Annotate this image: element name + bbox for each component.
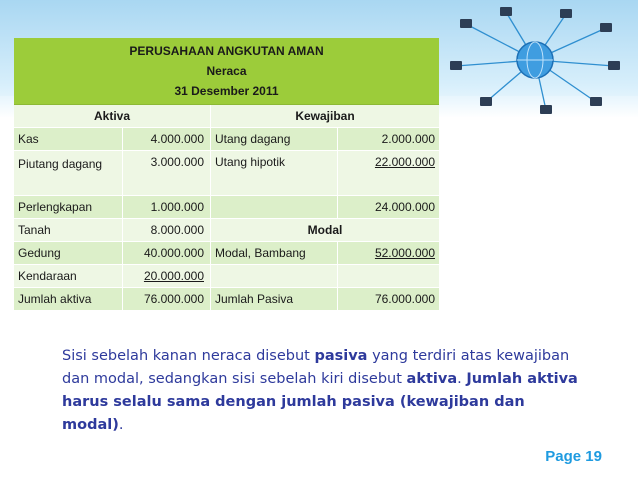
table-row xyxy=(14,128,439,151)
paragraph-bold: Jumlah aktiva harus selalu sama dengan jumlah pasiva (kewajiban dan modal) xyxy=(62,371,578,433)
statement-title: Neraca xyxy=(206,64,247,78)
row-label xyxy=(210,265,337,287)
column-header-row xyxy=(14,105,439,128)
row-value: 4.000.000 xyxy=(122,128,210,150)
globe-network-icon xyxy=(446,4,624,116)
kewajiban-header: Kewajiban xyxy=(210,105,439,127)
row-label: Jumlah aktiva xyxy=(18,292,92,306)
table-header xyxy=(14,38,439,105)
row-value: 22.000.000 xyxy=(337,151,439,195)
table-row xyxy=(14,265,439,288)
paragraph-text: yang terdiri atas kewajiban dan modal, sedangkan sisi sebelah kiri disebut xyxy=(62,348,570,387)
row-label: Piutang dagang xyxy=(18,157,103,171)
paragraph-bold: aktiva xyxy=(406,371,458,387)
row-value: 76.000.000 xyxy=(337,288,439,310)
paragraph-text: Sisi sebelah kanan neraca disebut xyxy=(62,348,315,364)
company-name: PERUSAHAAN ANGKUTAN AMAN xyxy=(129,44,324,58)
row-value: 40.000.000 xyxy=(122,242,210,264)
table-row xyxy=(14,242,439,265)
table-row xyxy=(14,219,439,242)
row-value: 2.000.000 xyxy=(337,128,439,150)
row-label: Kendaraan xyxy=(18,269,77,283)
paragraph-text: . xyxy=(118,417,124,433)
row-value: 1.000.000 xyxy=(122,196,210,218)
row-label: Gedung xyxy=(18,246,61,260)
table-row xyxy=(14,151,439,196)
row-value: 8.000.000 xyxy=(122,219,210,241)
row-value: 24.000.000 xyxy=(337,196,439,218)
row-label: Tanah xyxy=(18,223,51,237)
row-label: Utang hipotik xyxy=(210,151,337,195)
aktiva-header: Aktiva xyxy=(93,109,131,123)
row-value: 3.000.000 xyxy=(122,151,210,195)
explanation-paragraph xyxy=(62,345,582,437)
row-label: Modal, Bambang xyxy=(210,242,337,264)
row-value: 76.000.000 xyxy=(122,288,210,310)
row-value: 20.000.000 xyxy=(122,265,210,287)
row-label: Jumlah Pasiva xyxy=(210,288,337,310)
row-label: Utang dagang xyxy=(210,128,337,150)
page-number: Page 19 xyxy=(545,448,602,465)
row-value: 52.000.000 xyxy=(337,242,439,264)
modal-header: Modal xyxy=(210,219,439,241)
statement-date: 31 Desember 2011 xyxy=(174,84,279,98)
balance-sheet-table xyxy=(14,38,439,311)
paragraph-bold: pasiva xyxy=(314,348,368,364)
table-row xyxy=(14,288,439,311)
paragraph-text: . xyxy=(457,371,467,387)
row-label: Kas xyxy=(18,132,39,146)
row-label: Perlengkapan xyxy=(18,200,93,214)
row-value xyxy=(337,265,439,287)
row-label xyxy=(210,196,337,218)
table-row xyxy=(14,196,439,219)
